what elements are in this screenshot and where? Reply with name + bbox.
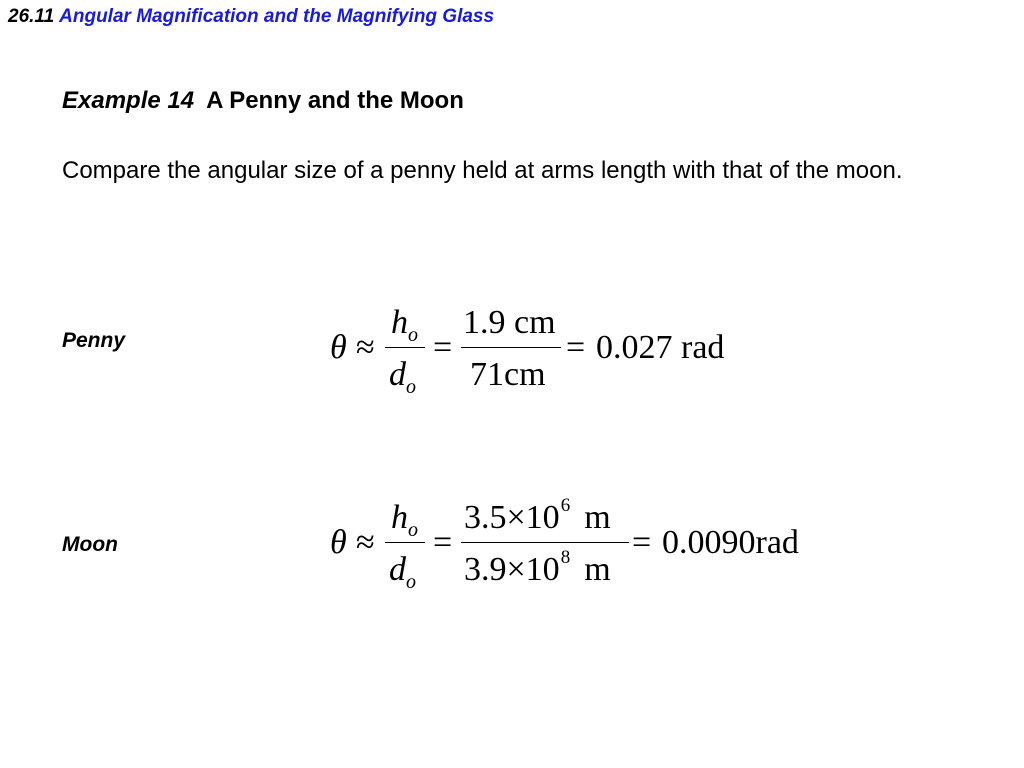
- penny-fraction-bar-2: [461, 347, 561, 348]
- moon-equals-2: =: [632, 524, 652, 561]
- moon-theta: θ: [330, 524, 347, 561]
- penny-denominator: 71cm: [470, 356, 546, 393]
- penny-approx: ≈: [356, 329, 375, 366]
- moon-result: 0.0090rad: [662, 524, 799, 561]
- example-label: Example 14: [62, 87, 195, 114]
- moon-label: Moon: [62, 533, 118, 556]
- moon-denominator: $3.9\times 10^8$ m: [464, 547, 611, 588]
- section-title: Angular Magnification and the Magnifying Glass: [59, 6, 495, 27]
- example-heading: [62, 87, 464, 115]
- moon-equals-1: =: [433, 524, 453, 561]
- moon-fraction-bar-2: [461, 542, 629, 543]
- problem-statement: Compare the angular size of a penny held at arms length with that of the moon.: [62, 157, 903, 184]
- example-title: A Penny and the Moon: [206, 87, 464, 114]
- moon-numerator: $3.5\times 10^6$ m: [464, 495, 611, 536]
- penny-equals-2: =: [566, 329, 586, 366]
- penny-fraction-bar-1: [385, 347, 425, 348]
- section-number: 26.11: [8, 6, 55, 27]
- moon-ho: $h_o$: [391, 499, 418, 541]
- penny-numerator: 1.9 cm: [463, 304, 556, 341]
- moon-do: $d_o$: [389, 551, 416, 593]
- penny-do: $d_o$: [389, 356, 416, 398]
- penny-equals-1: =: [433, 329, 453, 366]
- penny-ho: $h_o$: [391, 304, 418, 346]
- penny-label: Penny: [62, 329, 126, 352]
- penny-result: 0.027 rad: [596, 329, 725, 366]
- penny-theta: θ: [330, 329, 347, 366]
- slide-header: [8, 6, 494, 28]
- moon-approx: ≈: [356, 524, 375, 561]
- moon-fraction-bar-1: [385, 542, 425, 543]
